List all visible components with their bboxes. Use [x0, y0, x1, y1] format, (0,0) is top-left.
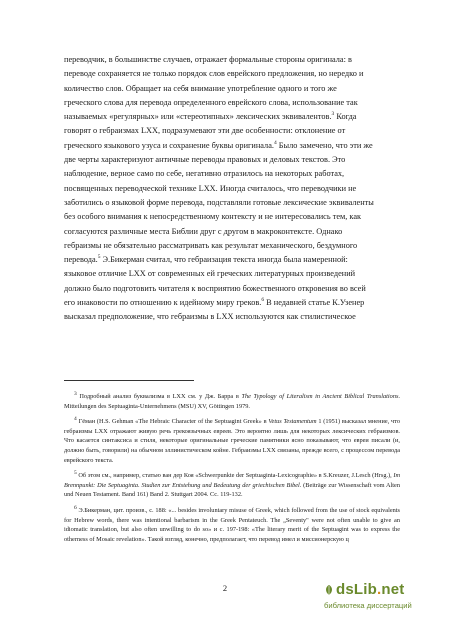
footnote-number: 5 — [74, 470, 77, 477]
logo-main: dsLib — [336, 581, 377, 598]
logo-tail: net — [381, 581, 405, 598]
footnote-ref-6[interactable]: 6 — [261, 297, 265, 304]
page-number: 2 — [222, 583, 228, 593]
body-line — [64, 139, 400, 153]
footnote-number: 6 — [74, 504, 77, 511]
body-line: гебраизмы не обязательно рассматривать как результат механического, бездумного — [64, 240, 358, 250]
dslib-watermark[interactable] — [324, 581, 442, 615]
body-line — [64, 296, 400, 310]
footnote-number: 3 — [74, 390, 77, 397]
body-line: согласуются различные места Библии друг с другом в макроконтексте. Однако — [64, 226, 343, 236]
footnote-ref-4[interactable]: 4 — [273, 140, 277, 147]
leaf-icon — [324, 584, 334, 596]
body-line: греческого слова для перевода определенного еврейского слова, использование так — [64, 97, 358, 107]
footnote-text: Э.Бикерман, цит. произв., с. 188: «... besides involuntary misuse of Greek, which followed from the use of stock equivalents for Hebrew words, there was intentional barbarism in the Greek Pentateuch. The „Seventy" were not often unable to give an idiomatic translation, but also often unwilling to do so» и с. 197-198: «The literary merit of the Septuagint was to express the otherness of Mosaic revelation». Такой взгляд, конечно, предполагает, что перевод имел и миссионерскую ц — [64, 506, 400, 543]
main-body-text — [64, 53, 400, 325]
body-line: наблюдение, верное само по себе, негативно отразилось на некоторых работах, — [64, 169, 345, 179]
body-text-span: Э.Бикерман считал, что гебраизация текста иногда была намеренной: — [100, 255, 348, 265]
body-line: две черты характеризуют античные переводы правовых и деловых текстов. Это — [64, 155, 346, 165]
body-line: переводчик, в большинстве случаев, отражает формальные стороны оригинала: в — [64, 55, 352, 64]
footnote-title: The Typology of Literalism in Ancient Biblical Translations — [241, 393, 399, 400]
body-line: языковое отличие LXX от современных ей греческих литературных произведений — [64, 269, 356, 279]
footnote-5 — [64, 471, 400, 500]
body-line: высказал предположение, что гебраизмы в LXX используются как стилистическое — [64, 312, 356, 322]
footnote-text: Об этом см., например, статью ван дер Коя «Schwerpunkte der Septuaginta-Lexicographie» в S.Kreuzer, J.Lesch (Hrsg.), — [76, 472, 394, 480]
body-line: должно было подготовить читателя к восприятию божественного откровения во всей — [64, 283, 366, 293]
body-line: без особого внимания к непосредственному контексту и не интересовались тем, как — [64, 212, 362, 222]
body-line: переводе сохраняется не только порядок слов еврейского предложения, но нередко и — [64, 69, 364, 79]
body-line: заботились о языковой форме перевода, подставляли готовые лексические эквиваленты — [64, 197, 374, 207]
footnote-title: Im Brennpunkt: Die Septuaginta. Studien zur Entstehung und Bedeutung der griechischen Bibel — [64, 472, 400, 489]
footnote-ref-5[interactable]: 5 — [97, 254, 101, 261]
logo-dot: . — [377, 581, 382, 598]
footnotes-section — [64, 392, 400, 550]
footnote-4 — [64, 417, 400, 465]
footnote-text: Подробный анализ буквализма в LXX см. у Дж. Барра в — [76, 393, 242, 400]
body-text-span: греческого языкового узуса и сохранение буквы оригинала. — [64, 140, 274, 150]
footnote-text: . (Beiträge zur Wissenschaft vom Alten und Neuen Testament. Band 161) Band 2. Stuttgart 2004. Сс. 119-132. — [64, 481, 400, 499]
body-text-span: перевода. — [64, 255, 98, 265]
body-text-span: Когда — [334, 112, 357, 122]
footnote-text: 1 (1951) высказал мнение, что гебраизмы LXX отражают живую речь грекоязычных евреев. Это вероятно лишь для некоторых лексических гебраизмов. Что касается синтаксиса и стиля, некоторые оригинальные греческие памятники ясно показывают, что евреи писали (и, должно быть, говорили) на обычном эллинистическом койне. Гебраизмы LXX связаны, прежде всего, с процессом перевода еврейского текста. — [64, 418, 400, 464]
watermark-subtitle: библиотека диссертаций — [324, 601, 412, 610]
footnote-text: . Mitteilungen des Septuaginta-Unternehmens (MSU) XV, Göttingen 1979. — [64, 393, 400, 410]
footnote-title: Vetus Testamentum — [268, 418, 317, 426]
footnote-text: Гёман (H.S. Gehman «The Hebraic Character of the Septuagint Greek» в — [76, 418, 269, 426]
footnote-6 — [64, 506, 400, 544]
watermark-logo — [336, 581, 404, 598]
footnote-3 — [64, 392, 400, 411]
body-line: посвященных переводческой технике LXX. Иногда считалось, что переводчики не — [64, 183, 357, 193]
footnote-number: 4 — [74, 416, 77, 423]
body-text-span: называемых «регулярных» или «стереотипных» лексических эквивалентов. — [64, 112, 332, 122]
body-text-span: его инаковости по отношению к идейному миру греков. — [64, 298, 262, 308]
body-text-span: Было замечено, что эти же — [276, 140, 373, 150]
body-line: говорят о гебраизмах LXX, подразумевают эти две особенности: отклонение от — [64, 126, 346, 136]
footnote-divider — [64, 380, 194, 381]
body-line: количество слов. Обращает на себя внимание употребление одного и того же — [64, 83, 337, 93]
body-line — [64, 253, 400, 267]
footnote-ref-3[interactable]: 3 — [331, 111, 335, 118]
body-line — [64, 110, 400, 124]
body-text-span: В недавней статье К.Узенер — [264, 298, 365, 308]
